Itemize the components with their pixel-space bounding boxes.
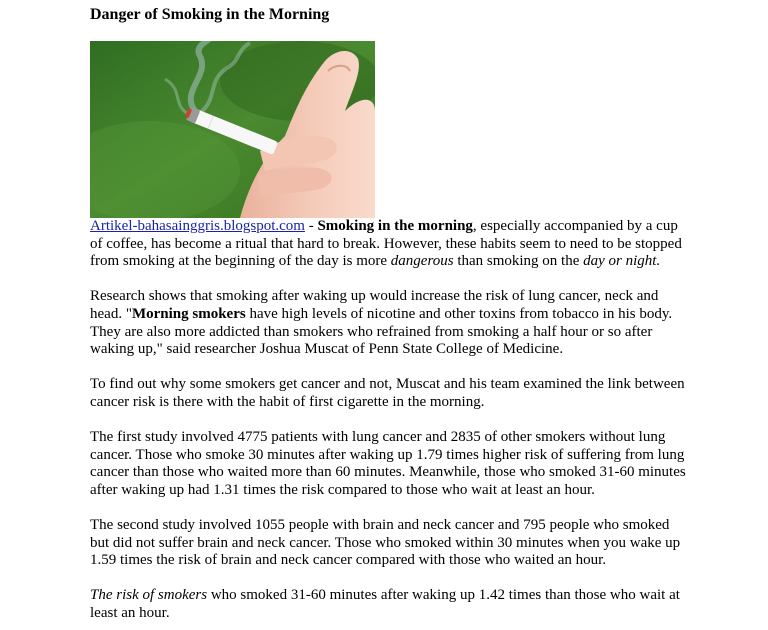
- paragraph-research: [90, 288, 690, 358]
- paragraph-text: than smoking on the: [453, 253, 584, 270]
- paragraph-intro: [90, 218, 690, 271]
- paragraph-text: Research shows that smoking after waking up would increase the risk of lung cancer, neck and head. ": [90, 288, 659, 322]
- paragraph-text: , especially accompanied by a cup of coffee, has become a ritual that hard to break. However, these habits seem to need to be stopped from smoking at the beginning of the day is more: [90, 218, 682, 270]
- bold-phrase: Smoking in the morning: [317, 218, 473, 234]
- italic-phrase: The risk of smokers: [90, 587, 208, 604]
- italic-phrase: dangerous: [390, 253, 454, 270]
- article: [90, 5, 690, 623]
- bold-phrase: Morning smokers: [131, 305, 246, 322]
- article-photo: [90, 41, 375, 218]
- paragraph-first-study: The first study involved 4775 patients with lung cancer and 2835 of other smokers without lung cancer. Those who smoke 30 minutes after waking up 1.79 times higher risk of suffering from lung cancer than those who waited more than 60 minutes. Meanwhile, those who smoked 31-60 minutes after waking up had 1.31 times the risk compared to those who wait at least an hour.: [90, 429, 686, 498]
- paragraph-risk: [90, 587, 690, 622]
- paragraph-second-study: The second study involved 1055 people with brain and neck cancer and 795 people who smoked but did not suffer brain and neck cancer. Those who smoked within 30 minutes when you wake up 1.59 times the risk of brain and neck cancer compared with those who waited an hour.: [90, 517, 681, 569]
- article-title: Danger of Smoking in the Morning: [90, 6, 330, 23]
- italic-phrase: day or night.: [583, 253, 661, 270]
- cigarette-smoking-photo-icon: [90, 41, 375, 218]
- paragraph-method: To find out why some smokers get cancer and not, Muscat and his team examined the link between cancer risk is there with the habit of first cigarette in the morning.: [90, 376, 685, 410]
- paragraph-text: who smoked 31-60 minutes after waking up 1.42 times than those who wait at least an hour.: [90, 587, 680, 622]
- separator: -: [304, 218, 318, 234]
- paragraph-text: have high levels of nicotine and other toxins from tobacco in his body. They are also more addicted than smokers who refrained from smoking a half hour or so after waking up," said researcher Joshua Muscat of Penn State College of Medicine.: [90, 305, 673, 358]
- source-link[interactable]: Artikel-bahasainggris.blogspot.com: [90, 218, 305, 234]
